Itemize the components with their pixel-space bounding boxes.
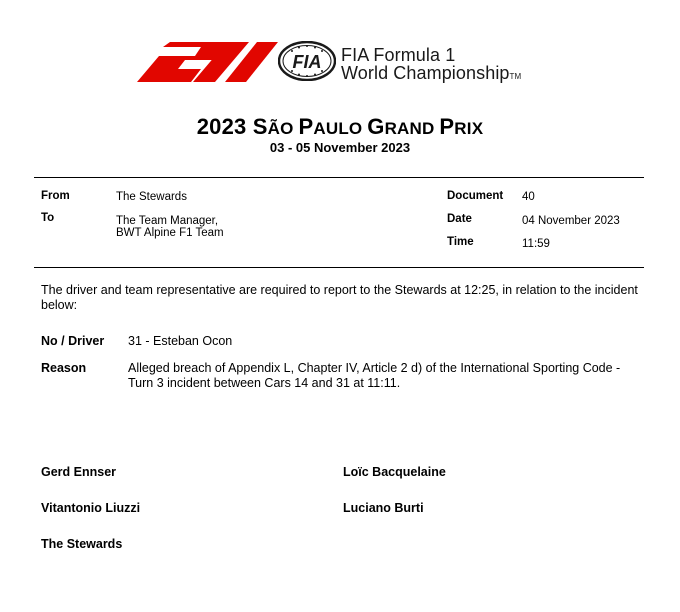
driver-value: 31 - Esteban Ocon <box>128 334 233 348</box>
from-value: The Stewards <box>116 191 187 203</box>
to-value-line1: The Team Manager, <box>116 215 219 227</box>
to-label: To <box>41 212 55 224</box>
document-label: Document <box>447 190 504 202</box>
steward-name: Vitantonio Liuzzi <box>41 501 141 515</box>
date-label: Date <box>447 213 472 225</box>
time-label: Time <box>447 236 474 248</box>
championship-wordmark <box>341 46 521 86</box>
fia-logo <box>278 41 336 81</box>
date-value: 04 November 2023 <box>522 215 620 227</box>
document-header <box>0 38 680 88</box>
from-label: From <box>41 190 70 202</box>
reason-label: Reason <box>41 361 87 375</box>
championship-line2: World Championship <box>341 63 510 83</box>
trademark-mark: TM <box>509 72 522 81</box>
f1-logo <box>137 42 278 82</box>
steward-name: Loïc Bacquelaine <box>343 465 446 479</box>
divider-top <box>34 177 644 178</box>
steward-name: Gerd Ennser <box>41 465 117 479</box>
divider-bottom <box>34 267 644 268</box>
summons-text: The driver and team representative are required to report to the Stewards at 12:25, in relation to the incident below: <box>41 283 638 312</box>
event-dates: 03 - 05 November 2023 <box>269 140 411 155</box>
reason-value: Alleged breach of Appendix L, Chapter IV, Article 2 d) of the International Sporting Code - Turn 3 incident between Cars 14 and 31 at 11:11. <box>128 361 621 390</box>
stewards-signoff: The Stewards <box>41 537 123 551</box>
document-value: 40 <box>522 191 535 203</box>
championship-line1: FIA Formula 1 <box>341 45 456 65</box>
to-value-line2: BWT Alpine F1 Team <box>116 227 224 239</box>
event-title: 2023 SÃO PAULO GRAND PRIX <box>196 114 484 139</box>
svg-text:FIA: FIA <box>292 52 322 72</box>
driver-label: No / Driver <box>41 334 105 348</box>
steward-name: Luciano Burti <box>343 501 424 515</box>
time-value: 11:59 <box>522 238 550 250</box>
